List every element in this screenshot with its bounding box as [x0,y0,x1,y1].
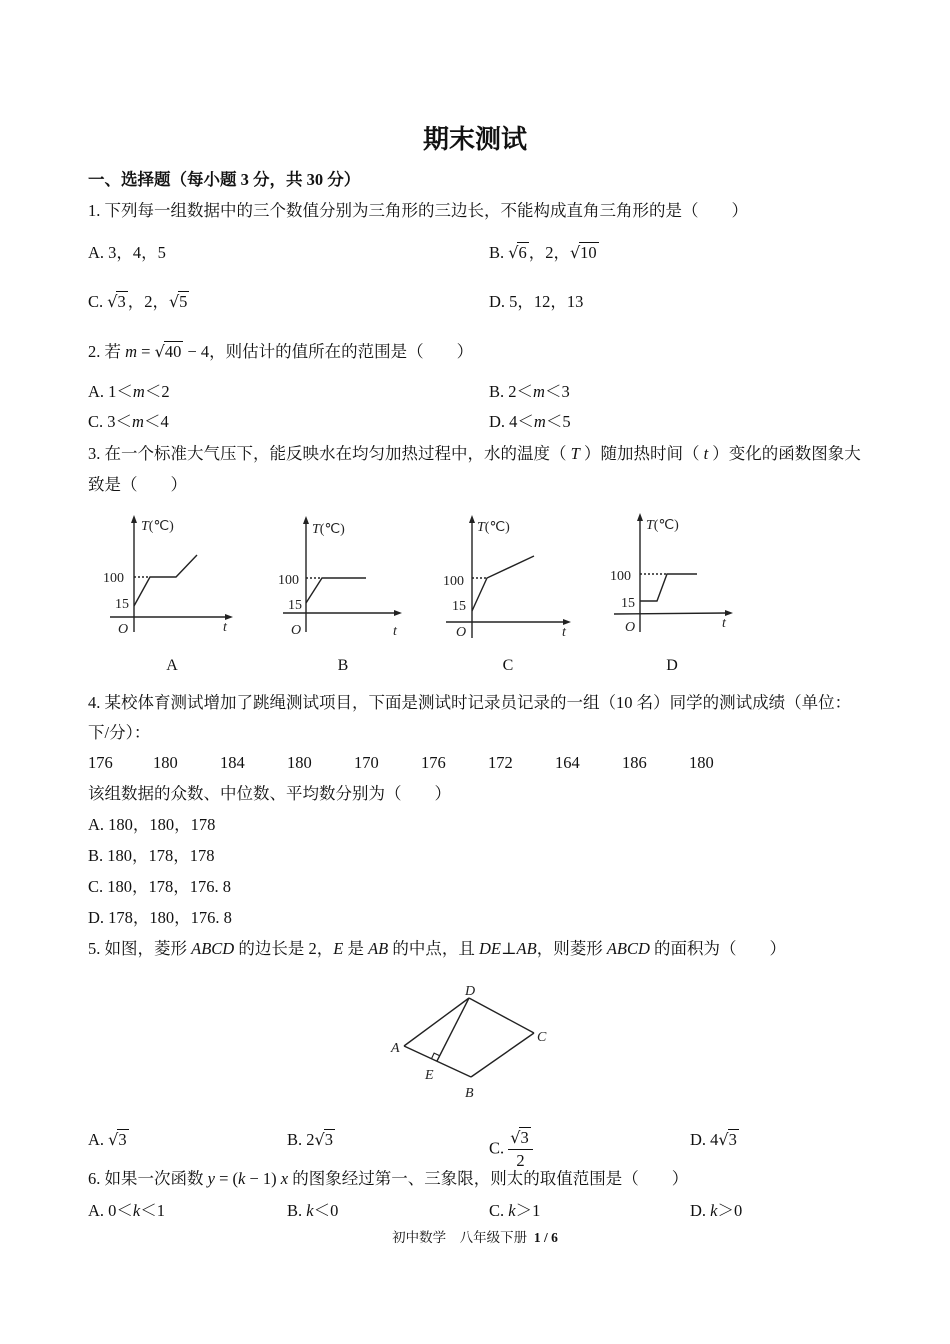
x-axis-label: t [722,616,726,631]
var-m: m [132,382,145,401]
y-axis-unit: (℃) [484,520,510,535]
option-text: ＜5 [545,412,571,431]
section-heading-multiple-choice: 一、选择题（每小题 3 分，共 30 分） [88,170,361,189]
side-CB [471,1033,534,1077]
score-value: 180 [153,753,178,772]
vertex-label-D: D [465,984,476,999]
stem-text: 2. 若 [88,342,126,361]
x-axis-label: t [393,624,397,639]
y-axis-var: T [477,520,485,535]
perpendicular-symbol: ⊥ [500,939,517,958]
radicand: 3 [520,1128,529,1147]
sqrt-sign: √ [107,292,118,311]
var-y: y [207,1169,215,1188]
sqrt-sign: √ [510,1128,521,1147]
y-axis-unit: (℃) [319,522,345,537]
var-ABCD: ABCD [606,939,650,958]
option-label: B. [489,243,509,262]
y-axis-label [646,518,679,533]
stem-text: 的图象经过第一、三象限，则太的取值范围是（ ） [288,1169,689,1188]
var-m: m [132,412,144,431]
option-text: D. [690,1201,711,1220]
q4-option-b: B. 180，178，178 [88,846,215,865]
x-axis-label: t [562,625,566,640]
y-axis-label [477,520,510,535]
graph-caption-c: C [502,657,514,674]
option-text: C. [489,1201,509,1220]
var-t: t [703,444,709,463]
sqrt-expression [718,1130,738,1149]
radicand: 10 [580,243,597,262]
tick-15: 15 [115,597,129,612]
var-k: k [238,1169,246,1188]
q4-stem-line2: 下/分）： [88,723,151,742]
rhombus-figure [0,975,950,1105]
option-text: A. 0＜ [88,1201,133,1220]
option-label: C. [489,1138,509,1158]
q6-stem [88,1168,688,1190]
footer-subject: 初中数学 八年级下册 [392,1230,528,1245]
q1-option-d: D. 5，12，13 [489,292,584,311]
x-axis-label: t [223,620,227,635]
sqrt-expression [570,243,599,262]
radicand: 3 [728,1130,737,1149]
q4-option-a: A. 180，180，178 [88,815,216,834]
sqrt-sign: √ [154,342,165,361]
option-text: ＜0 [313,1201,339,1220]
option-text: C. 3＜ [88,412,133,431]
score-value: 180 [689,753,714,772]
var-k: k [508,1201,516,1220]
stem-text: ）变化的函数图象大 [708,444,861,463]
page-footer [0,1229,950,1247]
stem-text: = ( [214,1169,239,1188]
option-text: D. 4＜ [489,412,534,431]
sqrt-expression [108,1130,128,1149]
origin-label: O [456,625,467,640]
option-text: ＞0 [717,1201,743,1220]
x-axis [614,613,727,614]
graph-a [103,515,233,637]
q3-stem-line1 [88,443,861,465]
option-separator: ，2， [127,292,169,311]
option-text: ＞1 [515,1201,541,1220]
score-value: 164 [555,753,580,772]
radicand: 3 [117,292,126,311]
var-T: T [570,444,580,463]
sqrt-expression [107,292,127,311]
sqrt-sign: √ [168,292,180,311]
origin-label: O [625,620,636,635]
graph-caption-b: B [337,657,349,674]
q1-option-a: A. 3，4，5 [88,243,166,262]
option-label: D. 4 [690,1130,719,1149]
stem-text: ）随加热时间（ [579,444,704,463]
q2-option-c [88,411,169,433]
y-axis-unit: (℃) [653,518,679,533]
graph-b [278,516,402,639]
radicand: 6 [518,243,527,262]
sqrt-sign: √ [314,1130,325,1149]
tick-15: 15 [452,599,466,614]
tick-100: 100 [278,573,299,588]
q3-stem-line2: 致是（ ） [88,475,187,494]
score-value: 172 [488,753,513,772]
stem-text: 的面积为（ ） [649,939,787,958]
q6-option-c [489,1200,540,1222]
var-AB: AB [516,939,537,958]
sqrt-sign: √ [508,243,519,262]
var-DE: DE [478,939,501,958]
y-axis-arrow [637,513,643,521]
x-axis-arrow [394,610,402,616]
stem-text: 是 [343,939,369,958]
side-DC [469,998,534,1033]
sqrt-expression [169,292,189,311]
y-axis-var: T [141,519,149,534]
score-value: 176 [421,753,446,772]
q2-option-a [88,381,170,403]
side-BA [404,1046,471,1077]
radicand: 40 [164,342,182,361]
graph-caption-d: D [666,657,678,674]
q1-option-c [88,291,189,313]
graph-d [610,513,733,635]
q5-option-c [489,1129,533,1170]
temperature-curve [472,556,534,611]
q2-option-d [489,411,571,433]
tick-100: 100 [610,569,631,584]
score-value: 186 [622,753,647,772]
q4-stem-line1: 4. 某校体育测试增加了跳绳测试项目，下面是测试时记录员记录的一组（10 名）同学的测试成绩（单位： [88,693,852,712]
score-value: 170 [354,753,379,772]
option-text: ＜1 [140,1201,165,1220]
vertex-label-B: B [465,1086,474,1101]
sqrt-sign: √ [718,1130,729,1149]
fraction-numerator [508,1129,532,1150]
q4-option-d: D. 178，180，176. 8 [88,908,232,927]
origin-label: O [291,623,302,638]
y-axis-unit: (℃) [148,519,174,534]
stem-text: 5. 如图，菱形 [88,939,192,958]
stem-text: ，则菱形 [536,939,607,958]
sqrt-expression [315,1130,335,1149]
score-value: 180 [287,753,312,772]
y-axis-var: T [646,518,654,533]
equals: = [137,342,155,361]
option-label: C. [88,292,108,311]
q6-option-b [287,1200,338,1222]
q6-option-a [88,1200,165,1222]
sqrt-expression [155,342,184,361]
y-axis-arrow [469,515,475,523]
y-axis-label [312,522,345,537]
option-label: A. [88,1130,109,1149]
radicand: 3 [324,1130,333,1149]
stem-text: 的边长是 2， [234,939,334,958]
option-separator: ，2， [528,243,570,262]
option-text: B. 2＜ [489,382,534,401]
option-text: ＜4 [143,412,169,431]
fraction [508,1129,532,1170]
origin-label: O [118,622,129,637]
q5-option-a [88,1129,129,1151]
q3-graphs [0,500,950,660]
var-AB: AB [368,939,389,958]
graph-c [443,515,571,640]
temperature-curve [134,555,197,606]
vertex-label-A: A [391,1041,400,1056]
q4-option-c: C. 180，178，176. 8 [88,877,232,896]
x-axis-arrow [725,610,733,616]
stem-text: − 4，则估计的值所在的范围是（ ） [183,342,474,361]
var-k: k [306,1201,314,1220]
radicand: 3 [118,1130,127,1149]
option-text: B. [287,1201,307,1220]
var-k: k [710,1201,718,1220]
tick-15: 15 [288,598,302,613]
q5-option-b [287,1129,335,1151]
stem-text: 3. 在一个标准大气压下，能反映水在均匀加热过程中，水的温度（ [88,444,571,463]
var-m: m [533,382,545,401]
graph-caption-a: A [166,657,178,674]
q2-stem [88,341,473,363]
option-text: A. 1＜ [88,382,133,401]
tick-100: 100 [443,574,464,589]
q5-option-d [690,1129,739,1151]
var-m: m [533,412,546,431]
q5-stem [88,938,786,960]
option-text: ＜3 [544,382,570,401]
q1-stem: 1. 下列每一组数据中的三个数值分别为三角形的三边长，不能构成直角三角形的是（ ） [88,201,748,220]
var-ABCD: ABCD [191,939,235,958]
vertex-label-C: C [537,1030,547,1045]
temperature-curve [306,578,366,603]
stem-text: 6. 如果一次函数 [88,1169,208,1188]
sqrt-expression [508,243,528,262]
y-axis-arrow [303,516,309,524]
stem-text: 的中点，且 [388,939,479,958]
stem-text: − 1) [245,1169,281,1188]
sqrt-sign: √ [108,1130,119,1149]
page-number: 1 / 6 [533,1230,558,1245]
score-value: 176 [88,753,113,772]
q6-option-d [690,1200,742,1222]
option-text: ＜2 [144,382,170,401]
y-axis-label [141,519,174,534]
var-E: E [333,939,344,958]
y-axis-arrow [131,515,137,523]
option-label: B. 2 [287,1130,315,1149]
point-label-E: E [425,1068,434,1083]
q1-option-b [489,242,599,264]
sqrt-sign: √ [569,243,581,262]
var-k: k [132,1201,141,1220]
var-x: x [280,1169,289,1188]
tick-100: 100 [103,571,124,586]
var-m: m [125,342,138,361]
page-title: 期末测试 [422,125,527,154]
q4-question: 该组数据的众数、中位数、平均数分别为（ ） [88,784,451,803]
segment-DE [437,998,469,1061]
temperature-curve [640,574,697,601]
tick-15: 15 [621,596,635,611]
radicand: 5 [179,292,188,311]
q2-option-b [489,381,570,403]
sqrt-expression [510,1128,530,1147]
side-AD [404,998,469,1046]
y-axis-var: T [312,522,320,537]
fraction-denominator: 2 [516,1151,525,1170]
score-value: 184 [220,753,245,772]
